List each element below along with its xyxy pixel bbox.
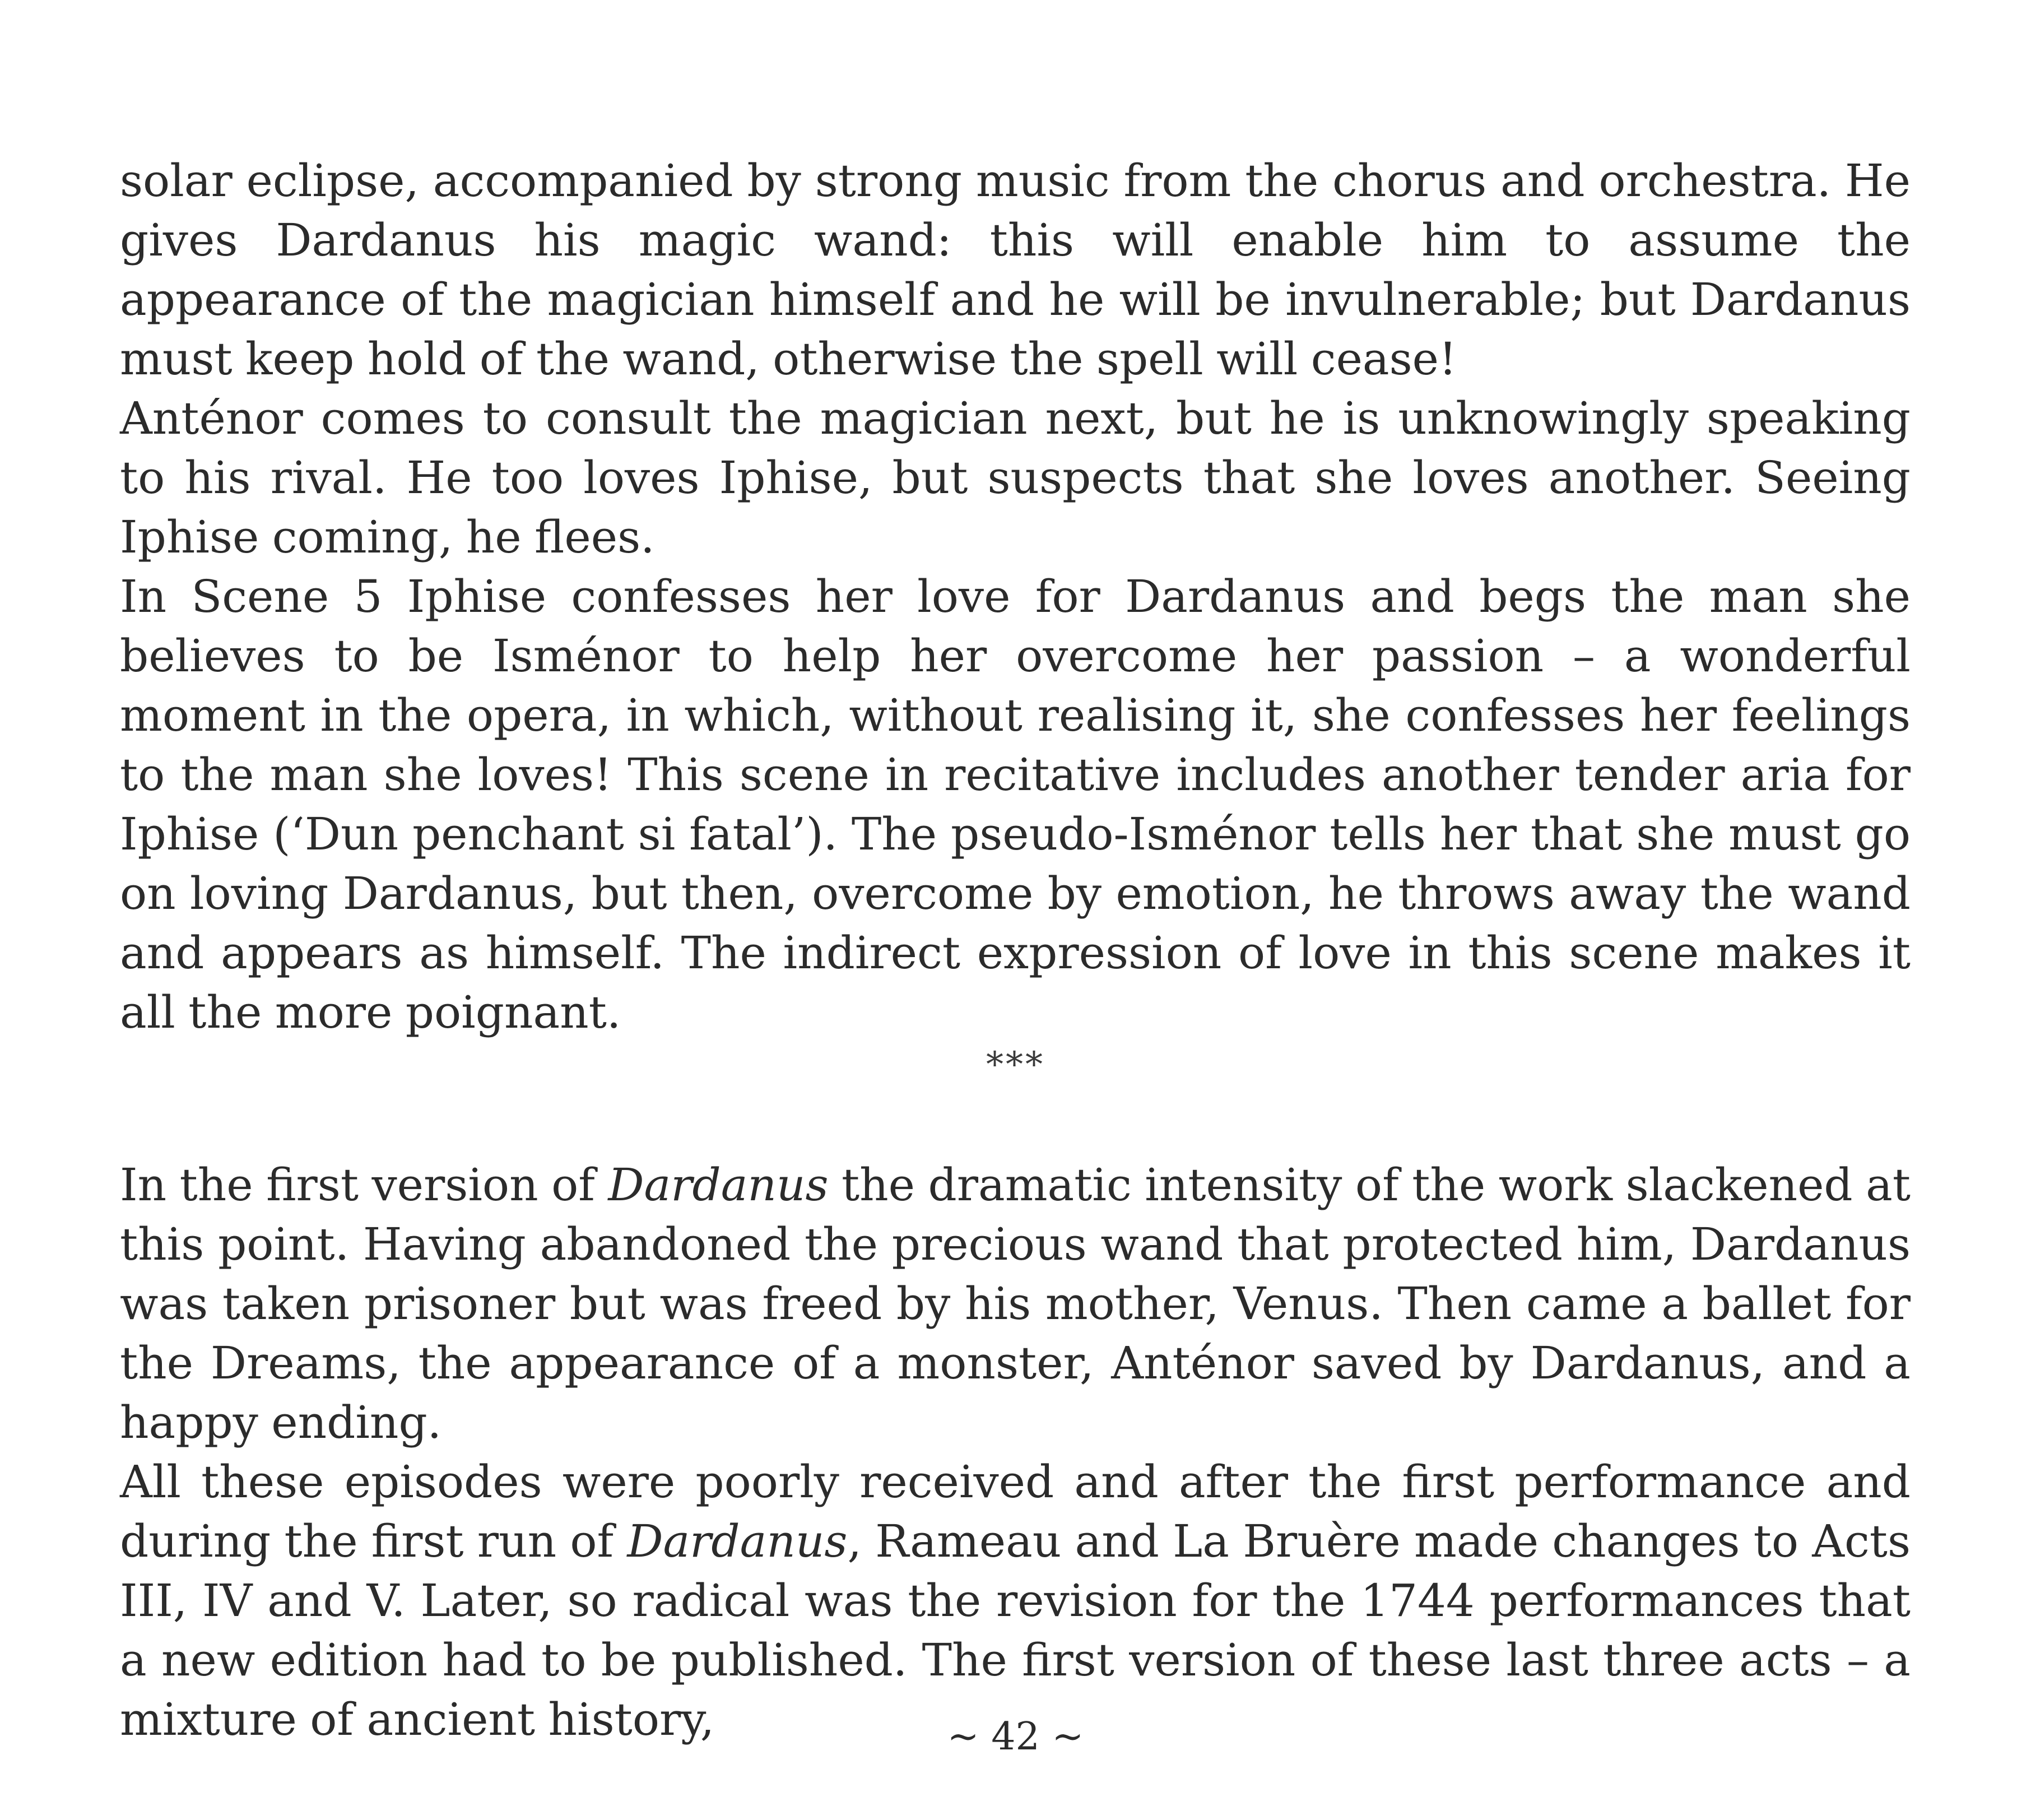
body-text-upper (120, 151, 1911, 1042)
paragraph-antenor: Anténor comes to consult the magician next, but he is unknowingly speaking to his rival. He too loves Iphise, but suspects that she loves another. Seeing Iphise coming, he flees. (120, 392, 1911, 563)
paragraph-revisions (120, 1452, 1911, 1749)
paragraph-scene-5: In Scene 5 Iphise confesses her love for Dardanus and begs the man she believes to be Isménor to help her overcome her passion – a wonderful moment in the opera, in which, without realising it, she confesses her feelings to the man she loves! This scene in recitative includes another tender aria for Iphise (‘Dun penchant si fatal’). The pseudo-Isménor tells her that she must go on loving Dardanus, but then, overcome by emotion, he throws away the wand and appears as himself. The indirect expression of love in this scene makes it all the more poignant. (120, 570, 1911, 1038)
page-number: ~ 42 ~ (947, 1715, 1084, 1759)
text-run: , Rameau and La Bruère made changes to Acts III, IV and V. Later, so radical was the revision for the 1744 performances that a new edition had to be published. The first version of these last three acts – a mixture of ancient history, (120, 1515, 1911, 1745)
paragraph-first-version (120, 1155, 1911, 1452)
paragraph-eclipse: solar eclipse, accompanied by strong music from the chorus and orchestra. He gives Dardanus his magic wand: this will enable him to assume the appearance of the magician himself and he will be invulnerable; but Dardanus must keep hold of the wand, otherwise the spell will cease! (120, 155, 1911, 385)
opera-title-italic: Dardanus (608, 1159, 829, 1211)
text-run: In the first version of (120, 1159, 608, 1211)
section-separator: *** (986, 1044, 1045, 1085)
text-run: All these episodes were poorly received and after the first performance and during the first run of (120, 1456, 1911, 1567)
text-run: the dramatic intensity of the work slackened at this point. Having abandoned the precious wand that protected him, Dardanus was taken prisoner but was freed by his mother, Venus. Then came a ballet for the Dreams, the appearance of a monster, Anténor saved by Dardanus, and a happy ending. (120, 1159, 1911, 1448)
opera-title-italic: Dardanus (627, 1515, 848, 1567)
body-text-lower (120, 1155, 1911, 1749)
